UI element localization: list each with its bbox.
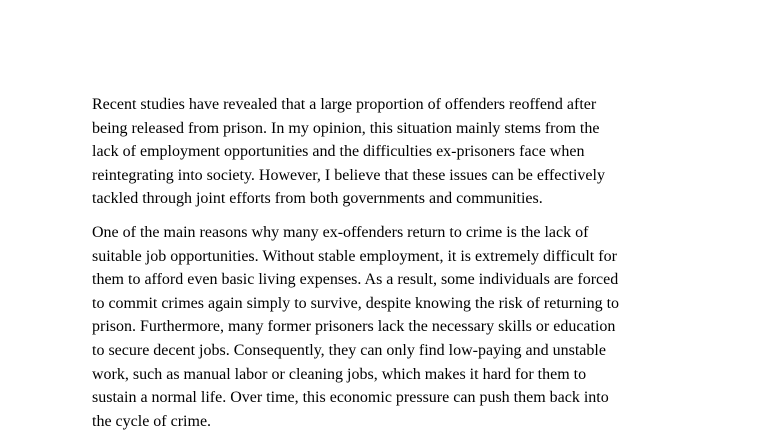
- text-line: tackled through joint efforts from both governments and communities.: [92, 190, 543, 208]
- text-line: to secure decent jobs. Consequently, they can only find low-paying and unstable: [92, 341, 606, 359]
- paragraph-body-1: [92, 221, 688, 433]
- document-body: [92, 93, 688, 433]
- text-line: the cycle of crime.: [92, 412, 212, 430]
- paragraph-introduction: [92, 93, 688, 211]
- text-line: suitable job opportunities. Without stable employment, it is extremely difficult for: [92, 247, 617, 265]
- text-line: to commit crimes again simply to survive, despite knowing the risk of returning to: [92, 294, 620, 312]
- text-line: sustain a normal life. Over time, this economic pressure can push them back into: [92, 389, 609, 407]
- text-line: being released from prison. In my opinion, this situation mainly stems from the: [92, 119, 600, 137]
- text-line: lack of employment opportunities and the difficulties ex-prisoners face when: [92, 143, 585, 161]
- text-line: reintegrating into society. However, I believe that these issues can be effectively: [92, 166, 605, 184]
- text-line: them to afford even basic living expenses. As a result, some individuals are forced: [92, 271, 619, 289]
- text-line: prison. Furthermore, many former prisoners lack the necessary skills or education: [92, 318, 616, 336]
- text-line: One of the main reasons why many ex-offenders return to crime is the lack of: [92, 223, 589, 241]
- text-line: Recent studies have revealed that a large proportion of offenders reoffend after: [92, 96, 597, 113]
- text-line: work, such as manual labor or cleaning jobs, which makes it hard for them to: [92, 365, 587, 383]
